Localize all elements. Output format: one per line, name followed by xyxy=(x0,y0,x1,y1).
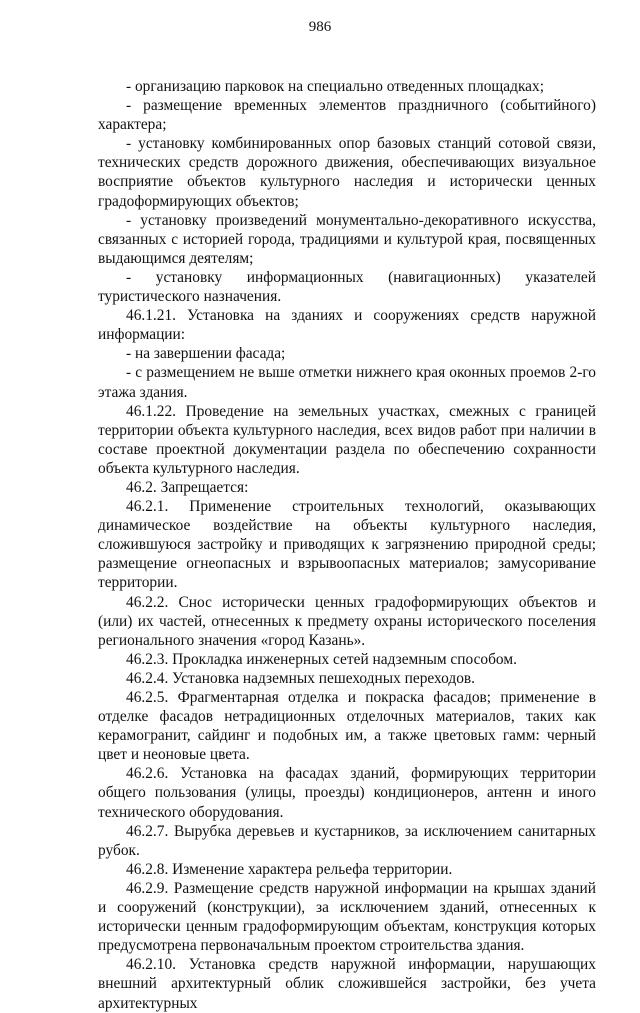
paragraph: 46.2.5. Фрагментарная отделка и покраска фасадов; применение в отделке фасадов нетрадиционных отделочных материалов, таких как керамогранит, сайдинг и подобных им, а также цветовых гамм: черный цвет и неоновые цвета. xyxy=(98,689,596,764)
paragraph: - с размещением не выше отметки нижнего края оконных проемов 2-го этажа здания. xyxy=(98,364,596,401)
paragraph: 46.2.2. Снос исторически ценных градоформирующих объектов и (или) их частей, отнесенных к предмету охраны исторического поселения регионального значения «город Казань». xyxy=(98,593,596,649)
paragraph: 46.2.9. Размещение средств наружной информации на крышах зданий и сооружений (конструкции), за исключением зданий, отнесенных к исторически ценным градоформирующим объектам, конструкция которых предусмотрена первоначальным проектом строительства здания. xyxy=(98,879,596,955)
paragraph: 46.2.6. Установка на фасадах зданий, формирующих территории общего пользования (улицы, проезды) кондиционеров, антенн и иного технического оборудования. xyxy=(98,765,596,821)
paragraph: 46.2.8. Изменение характера рельефа территории. xyxy=(126,860,453,878)
paragraph: 46.2. Запрещается: xyxy=(126,478,249,496)
paragraph: - установку комбинированных опор базовых станций сотовой связи, технических средств дорожного движения, обеспечивающих визуальное восприятие объектов культурного наследия и исторически ценных градоформирующих объектов; xyxy=(98,135,596,210)
paragraph: 46.2.3. Прокладка инженерных сетей надземным способом. xyxy=(126,650,517,668)
paragraph: 46.2.4. Установка надземных пешеходных переходов. xyxy=(126,669,476,687)
paragraph: - установку произведений монументально-декоративного искусства, связанных с историей города, традициями и культурой края, посвященных выдающимся деятелям; xyxy=(98,211,596,267)
paragraph: - размещение временных элементов праздничного (событийного) характера; xyxy=(98,97,596,134)
paragraph: - установку информационных (навигационных) указателей туристического назначения. xyxy=(98,268,596,306)
document-body xyxy=(98,77,596,1013)
paragraph: 46.1.22. Проведение на земельных участках, смежных с границей территории объекта культурного наследия, всех видов работ при наличии в составе проектной документации раздела по обеспечению сохранности объекта культурного наследия. xyxy=(98,402,596,477)
paragraph: - на завершении фасада; xyxy=(126,345,286,363)
paragraph: 46.2.1. Применение строительных технологий, оказывающих динамическое воздействие на объекты культурного наследия, сложившуюся застройку и приводящих к загрязнению природной среды; размещение огнеопасных и взрывоопасных материалов; замусоривание территории. xyxy=(98,498,596,592)
page-number: 986 xyxy=(308,19,332,35)
paragraph: 46.2.10. Установка средств наружной информации, нарушающих внешний архитектурный облик сложившейся застройки, без учета архитектурных xyxy=(98,956,596,1012)
paragraph: - организацию парковок на специально отведенных площадках; xyxy=(126,78,544,95)
paragraph: 46.2.7. Вырубка деревьев и кустарников, за исключением санитарных рубок. xyxy=(98,822,596,859)
paragraph: 46.1.21. Установка на зданиях и сооружениях средств наружной информации: xyxy=(98,307,596,344)
